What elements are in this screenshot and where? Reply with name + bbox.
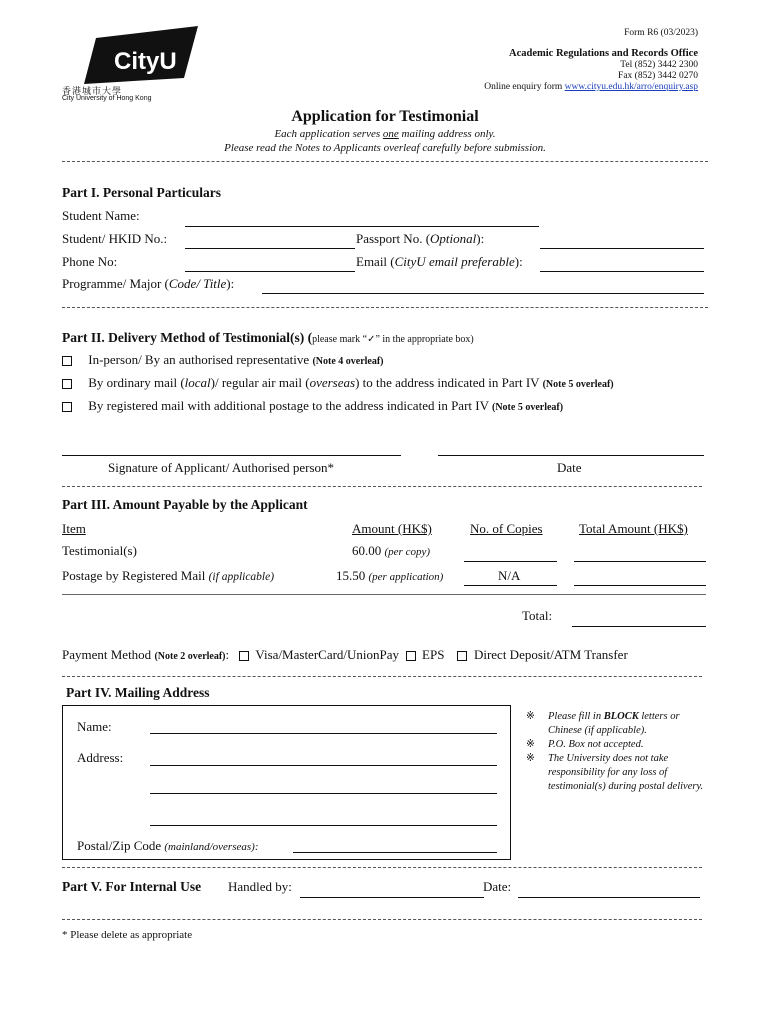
checkbox[interactable] (62, 379, 72, 389)
row-postage-copies: N/A (498, 568, 521, 583)
checkbox[interactable] (62, 356, 72, 366)
col-amount: Amount (HK$) (352, 521, 432, 536)
cityu-logo (62, 26, 202, 106)
passport-field[interactable] (540, 248, 704, 249)
row-testimonial-amount (352, 543, 430, 559)
delivery-option-ordinary-mail[interactable] (62, 375, 614, 391)
part2-heading (62, 330, 474, 346)
student-name-label: Student Name: (62, 208, 140, 223)
enquiry-link[interactable]: www.cityu.edu.hk/arro/enquiry.asp (564, 82, 698, 92)
note-text-post: letters or Chinese (if applicable). (548, 711, 680, 736)
note-mark: ※ (526, 753, 535, 764)
note-mark: ※ (526, 739, 535, 750)
note-text-bold: BLOCK (603, 711, 639, 722)
option-overseas: overseas (309, 375, 356, 390)
divider (62, 486, 702, 487)
note-text: P.O. Box not accepted. (548, 739, 644, 750)
part3-heading: Part III. Amount Payable by the Applicant (62, 497, 308, 512)
total-label: Total: (522, 608, 553, 623)
mail-name-field[interactable] (150, 733, 497, 734)
mail-address-line2[interactable] (150, 793, 497, 794)
postal-code-label (77, 838, 258, 854)
checkbox[interactable] (62, 402, 72, 412)
office-fax: Fax (852) 3442 0270 (618, 71, 698, 81)
note-mark: ※ (526, 711, 535, 722)
item-label: Postage by Registered Mail (62, 568, 209, 583)
note-item (526, 738, 706, 752)
part4-heading: Part IV. Mailing Address (66, 685, 210, 700)
payment-option-card: Visa/MasterCard/UnionPay (255, 647, 400, 662)
divider (62, 867, 702, 868)
row-testimonial-item: Testimonial(s) (62, 543, 137, 558)
payment-option-deposit: Direct Deposit/ATM Transfer (473, 647, 628, 662)
postal-hint: (mainland/overseas): (164, 841, 259, 853)
form-title: Application for Testimonial (291, 108, 479, 125)
option-note: (Note 4 overleaf) (312, 356, 384, 367)
mail-name-label: Name: (77, 719, 112, 734)
payment-label: Payment Method (62, 647, 155, 662)
testimonial-copies-field[interactable] (464, 561, 557, 562)
signature-field[interactable] (62, 455, 401, 456)
logo-wordmark: CityU (114, 48, 177, 75)
amount-value: 15.50 (336, 568, 366, 583)
programme-field[interactable] (262, 293, 704, 294)
col-item: Item (62, 521, 86, 536)
mail-address-line3[interactable] (150, 825, 497, 826)
office-name: Academic Regulations and Records Office (509, 48, 698, 59)
email-preference: CityU email preferable (394, 254, 515, 269)
option-label: In-person/ By an authorised representative (88, 352, 313, 367)
payment-method-row (62, 647, 628, 663)
logo-chinese-name: 香港城市大學 (62, 87, 123, 97)
passport-label-text: ): (476, 231, 485, 246)
payment-note: (Note 2 overleaf) (154, 651, 226, 662)
enquiry-line (484, 82, 698, 94)
checkbox-deposit[interactable] (457, 651, 467, 661)
passport-label-text: Passport No. ( (356, 231, 431, 246)
student-name-field[interactable] (185, 226, 539, 227)
programme-hint: Code/ Title (168, 276, 227, 291)
enquiry-prefix: Online enquiry form (484, 82, 565, 92)
address-notes (526, 710, 706, 794)
form-number: Form R6 (03/2023) (624, 28, 698, 38)
option-label: ) to the address indicated in Part IV (355, 375, 543, 390)
part2-heading-text: Part II. Delivery Method of Testimonial(s) ( (62, 330, 313, 345)
date-label: Date (557, 460, 582, 475)
delivery-option-in-person[interactable] (62, 352, 384, 368)
subtitle-text: Each application serves (274, 128, 383, 140)
row-postage-amount (336, 568, 443, 584)
note-text-pre: Please fill in (548, 711, 604, 722)
internal-date-label: Date: (483, 879, 512, 894)
handled-by-label: Handled by: (228, 879, 292, 894)
payment-option-eps: EPS (422, 647, 445, 662)
col-copies: No. of Copies (470, 521, 543, 536)
option-note: (Note 5 overleaf) (542, 379, 614, 390)
email-label-text: ): (514, 254, 523, 269)
passport-label (356, 231, 484, 247)
footnote: * Please delete as appropriate (62, 929, 193, 941)
subtitle-text: mailing address only. (398, 128, 496, 140)
internal-date-field[interactable] (518, 897, 700, 898)
postage-copies-line (464, 585, 557, 586)
row-postage-item (62, 568, 274, 584)
mail-address-label: Address: (77, 750, 124, 765)
note-text (548, 710, 706, 738)
divider (62, 307, 708, 308)
date-field[interactable] (438, 455, 704, 456)
table-rule (62, 594, 706, 595)
mail-address-line1[interactable] (150, 765, 497, 766)
checkbox-card[interactable] (239, 651, 249, 661)
phone-field[interactable] (185, 271, 355, 272)
item-optional: (if applicable) (208, 571, 275, 583)
part1-heading: Part I. Personal Particulars (62, 185, 221, 200)
subtitle-read-notes: Please read the Notes to Applicants overleaf carefully before submission. (224, 142, 546, 154)
note-item (526, 710, 706, 738)
mailing-address-box (62, 705, 511, 860)
postal-code-field[interactable] (293, 852, 497, 853)
part5-heading: Part V. For Internal Use (62, 879, 202, 894)
postage-total-field[interactable] (574, 585, 706, 586)
programme-label-text: Programme/ Major ( (62, 276, 169, 291)
option-label: By ordinary mail ( (88, 375, 185, 390)
amount-unit: (per application) (368, 571, 444, 583)
office-tel: Tel (852) 3442 2300 (620, 60, 698, 70)
email-label-text: Email ( (356, 254, 395, 269)
student-id-label: Student/ HKID No.: (62, 231, 168, 246)
total-field[interactable] (572, 626, 706, 627)
email-field[interactable] (540, 271, 704, 272)
handled-by-field[interactable] (300, 897, 484, 898)
divider (62, 161, 708, 162)
subtitle-emphasis: one (382, 128, 399, 140)
note-text: The University does not take responsibility for any loss of testimonial(s) during postal delivery. (548, 753, 704, 792)
amount-value: 60.00 (352, 543, 382, 558)
phone-label: Phone No: (62, 254, 118, 269)
passport-optional: Optional (430, 231, 477, 246)
delivery-option-registered-mail[interactable] (62, 398, 563, 414)
testimonial-total-field[interactable] (574, 561, 706, 562)
signature-label: Signature of Applicant/ Authorised person* (108, 460, 335, 475)
option-label: )/ regular air mail ( (210, 375, 310, 390)
divider (62, 919, 702, 920)
note-item (526, 752, 706, 794)
checkbox-eps[interactable] (406, 651, 416, 661)
option-label: By registered mail with additional postage to the address indicated in Part IV (88, 398, 492, 413)
programme-label (62, 276, 234, 292)
email-label (356, 254, 523, 270)
col-total: Total Amount (HK$) (579, 521, 688, 536)
part2-instruction: please mark “✓” in the appropriate box) (312, 334, 474, 345)
divider (62, 676, 702, 677)
payment-colon: : (225, 647, 230, 662)
amount-unit: (per copy) (384, 546, 431, 558)
option-note: (Note 5 overleaf) (492, 402, 564, 413)
logo-english-name: City University of Hong Kong (62, 95, 152, 102)
option-local: local (184, 375, 211, 390)
student-id-field[interactable] (185, 248, 355, 249)
postal-label-text: Postal/Zip Code (77, 838, 165, 853)
programme-label-text: ): (226, 276, 235, 291)
subtitle-one-address (0, 128, 770, 140)
